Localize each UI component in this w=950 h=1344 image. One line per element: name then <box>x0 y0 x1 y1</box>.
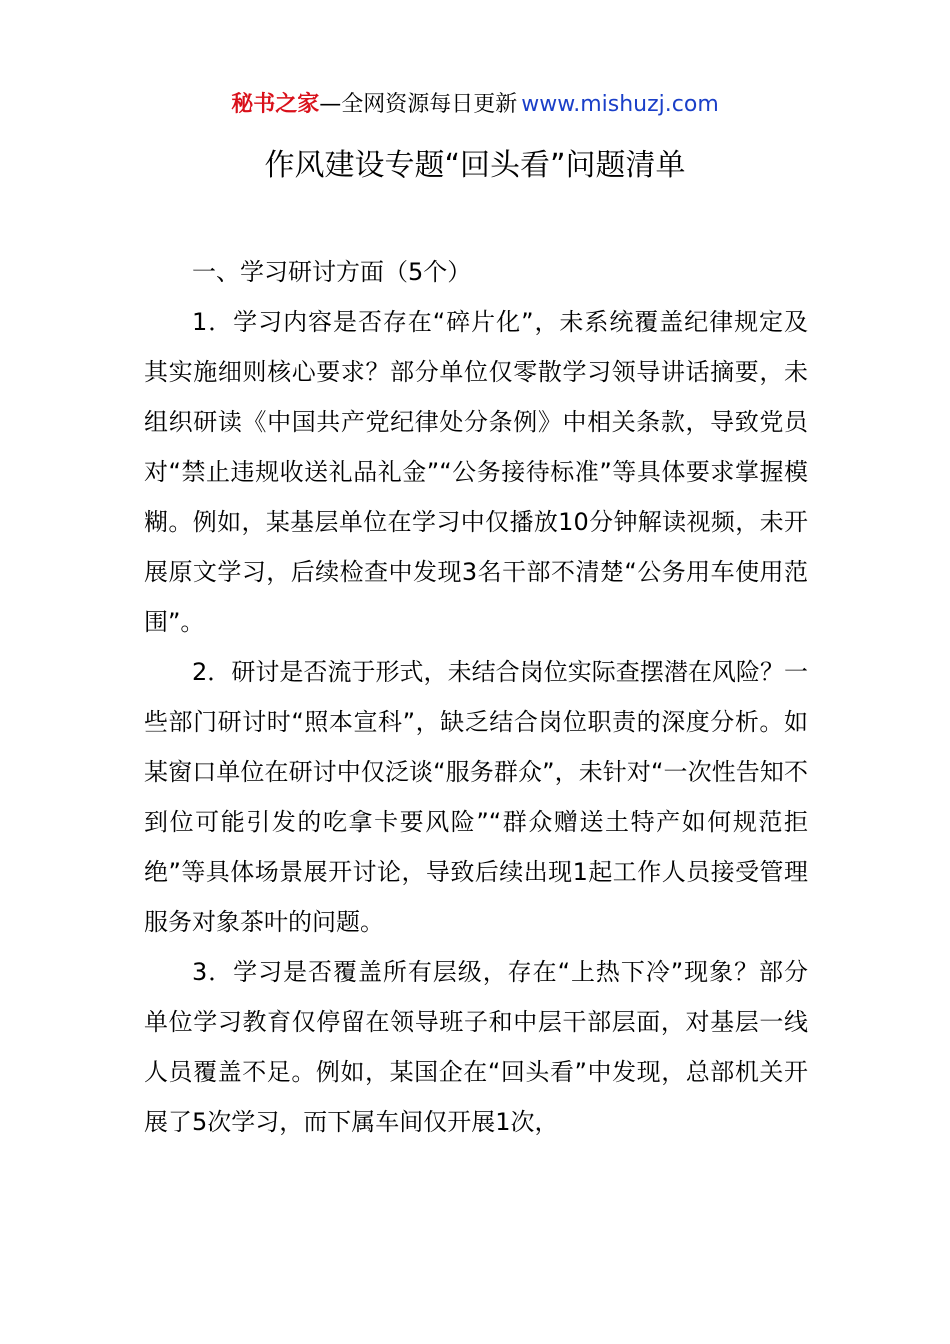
paragraph-item-3: 3．学习是否覆盖所有层级，存在“上热下冷”现象？部分单位学习教育仅停留在领导班子和中层干部层面，对基层一线人员覆盖不足。例如，某国企在“回头看”中发现，总部机关开展了5次学习，而下属车间仅开展1次， <box>144 958 808 1136</box>
site-header-banner <box>0 88 950 122</box>
paragraph-item-1: 1．学习内容是否存在“碎片化”，未系统覆盖纪律规定及其实施细则核心要求？部分单位仅零散学习领导讲话摘要，未组织研读《中国共产党纪律处分条例》中相关条款，导致党员对“禁止违规收送礼品礼金”“公务接待标准”等具体要求掌握模糊。例如，某基层单位在学习中仅播放10分钟解读视频，未开展原文学习，后续检查中发现3名干部不清楚“公务用车使用范围”。 <box>144 308 808 636</box>
site-url-link[interactable]: www.mishuzj.com <box>521 92 719 117</box>
paragraph-item-2: 2．研讨是否流于形式，未结合岗位实际查摆潜在风险？一些部门研讨时“照本宣科”，缺乏结合岗位职责的深度分析。如某窗口单位在研讨中仅泛谈“服务群众”，未针对“一次性告知不到位可能引发的吃拿卡要风险”“群众赠送土特产如何规范拒绝”等具体场景展开讨论，导致后续出现1起工作人员接受管理服务对象茶叶的问题。 <box>144 658 808 936</box>
section-heading: 一、学习研讨方面（5个） <box>192 258 472 286</box>
document-body <box>144 247 808 1147</box>
brand-name: 秘书之家 <box>231 92 320 117</box>
document-title: 作风建设专题“回头看”问题清单 <box>264 148 686 183</box>
brand-tagline: —全网资源每日更新 <box>319 92 518 117</box>
